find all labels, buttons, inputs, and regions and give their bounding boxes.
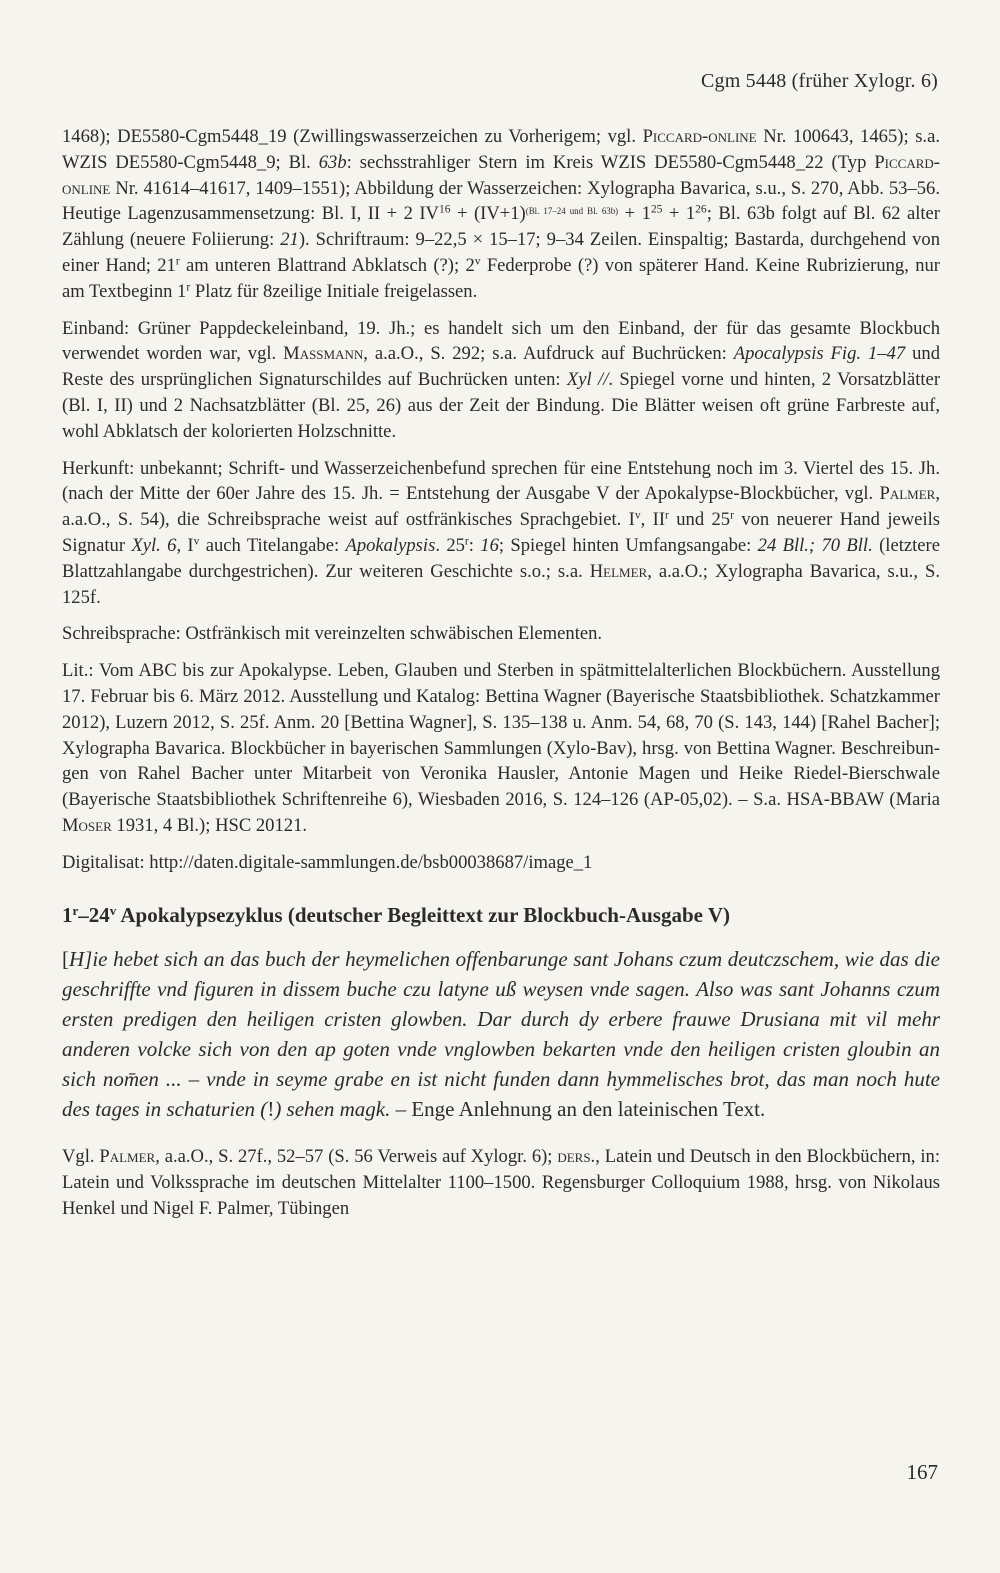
text-run: Lit.: Vom ABC bis zur Apokalypse. Leben, Glauben und Sterben in spätmittelalterlichen Blockbüchern. Ausstellung 17. Februar bis 6. März 2012. Ausstellung und Katalog: Bettina Wagner (Bayerische Staatsbibliothek. Schatzkammer 2012), Luzern 2012, S. 25f. Anm. 20 [Bettina Wagner], S. 135–138 u. Anm. 54, 68, 70 (S. 143, 144) [Rahel Bacher]; Xylographa Bavarica. Blockbücher in bayerischen Sammlungen (Xylo-Bav), hrsg. von Bettina Wagner. Beschreibungen von Rahel Bacher unter Mitarbeit von Veronika Hausler, Antonie Magen und Heike Riedel-Bierschwale (Bayerische Staatsbibliothek Schriftenreihe 6), Wiesbaden 2016, S. 124–126 (AP-05,02). – S.a. HSA-BBAW (Maria: [62, 660, 940, 811]
text-run: , Latein und Deutsch in den Blockbüchern, in: Latein und Volkssprache im deutschen Mittelalter 1100–1500. Regensburger Colloquium 1988, hrsg. von Nikolaus Henkel und Nigel F. Palmer, Tübingen: [62, 1146, 940, 1219]
superscript: 26: [695, 204, 707, 217]
text-run: ) sehen magk.: [274, 1097, 391, 1122]
paragraph-watermarks-collation: [62, 124, 940, 305]
text-run: + (IV+1): [450, 203, 526, 225]
section-heading: [62, 903, 940, 929]
text-run: Vgl.: [62, 1146, 100, 1168]
text-run: 1468); DE5580-Cgm5448_19 (Zwillingswasserzeichen zu Vorherigem; vgl.: [62, 126, 643, 147]
superscript: (Bl. 17–24 und Bl. 63b): [525, 206, 619, 217]
text-run: Federprobe (?) von späterer Hand. Keine Rubrizierung, nur am Textbeginn 1: [62, 254, 940, 302]
text-run: und 25: [668, 509, 731, 531]
superscript: r: [730, 509, 734, 522]
author-ref: Piccard-online: [62, 151, 940, 199]
text-run: –24: [78, 902, 110, 927]
text-run: + 1: [662, 203, 696, 225]
superscript: 25: [650, 204, 663, 217]
text-run: Einband: Grüner Pappdeckeleinband, 19. Jh.; es handelt sich um den Einband, der für das gesamte Blockbuch verwendet worden war, vgl.: [62, 317, 940, 365]
superscript: v: [474, 255, 481, 268]
text-run: Platz für 8zeilige Initiale freigelassen.: [190, 280, 478, 302]
text-run: H: [69, 947, 85, 972]
text-run: + 1: [618, 203, 651, 225]
paragraph-references: [62, 1144, 940, 1221]
text-run: , a.a.O., S. 54), die Schreibsprache weist auf ostfränkisches Sprachgebiet. I: [62, 483, 940, 531]
author-ref: Moser: [62, 814, 112, 836]
italic-run: Apokalypsis: [345, 534, 436, 556]
text-run: , I: [176, 534, 194, 556]
superscript: r: [186, 281, 191, 294]
paragraph-literature: [62, 658, 940, 839]
text-run: , II: [640, 509, 666, 531]
page-body: [62, 124, 940, 1233]
folio-ref: 63b: [318, 151, 347, 173]
text-run: Herkunft: unbekannt; Schrift- und Wasserzeichenbefund sprechen für eine Entstehung noch im 3. Viertel des 15. Jh. (nach der Mitte der 60er Jahre des 15. Jh. = Entstehung der Ausgabe V der Apokalypse-Blockbücher, vgl.: [62, 457, 940, 505]
text-run: . 25: [435, 534, 465, 556]
text-run: 1: [62, 902, 73, 927]
text-run: 1931, 4 Bl.); HSC 20121.: [111, 814, 308, 836]
text-run: Apokalypsezyklus (deutscher Begleittext zur Blockbuch-Ausgabe V): [116, 902, 731, 927]
text-run: Nr. 100643, 1465); s.a. WZIS DE5580-Cgm5448_9; Bl.: [62, 126, 940, 173]
incipit-quotation: [62, 944, 940, 1124]
superscript: v: [193, 535, 200, 548]
superscript: r: [665, 509, 669, 522]
superscript: r: [72, 902, 79, 918]
author-ref: Palmer: [99, 1146, 156, 1168]
text-run: ). Schriftraum: 9–22,5 × 15–17; 9–34 Zeilen. Einspaltig; Bastarda, durchgehend von einer Hand; 21: [62, 229, 940, 276]
text-run: und Reste des ursprünglichen Signaturschildes auf Buchrücken unten:: [62, 343, 941, 391]
superscript: r: [175, 255, 180, 268]
italic-run: Apocalypsis Fig. 1–47: [733, 343, 906, 365]
text-run: von neuerer Hand jeweils Signatur: [62, 509, 941, 556]
text-run: Nr. 41614–41617, 1409–1551); Abbildung der Wasserzeichen: Xylographa Bavarica, s.u., S. 270, Abb. 53–56. Heutige Lagenzusammensetzung: Bl. I, II + 2 IV: [62, 177, 940, 225]
text-run: (letztere Blattzahlangabe durchgestrichen). Zur weiteren Geschichte s.o.; s.a.: [62, 534, 940, 582]
text-run: , a.a.O.; Xylographa Bavarica, s.u., S. 125f.: [62, 560, 940, 608]
paragraph-binding: [62, 316, 940, 445]
text-run: . Spiegel vorne und hinten, 2 Vorsatzblätter (Bl. I, II) und 2 Nachsatzblätter (Bl. 25, 26) aus der Zeit der Bindung. Die Blätter weisen oft grüne Farbreste auf, wohl Abklatsch der kolorierten Holzschnitte.: [62, 369, 941, 442]
italic-run: Xyl. 6: [131, 534, 177, 556]
paragraph-provenance: [62, 456, 940, 611]
author-ref: Massmann: [283, 343, 364, 365]
superscript: r: [464, 535, 469, 548]
bracket: [: [62, 947, 69, 972]
text-run: !: [267, 1097, 275, 1122]
paragraph-digitalisat: Digitalisat: http://daten.digitale-sammlungen.de/bsb00038687/image_1: [62, 851, 593, 873]
text-run: – Enge Anlehnung an den lateinischen Text.: [390, 1097, 766, 1122]
text-run: am unteren Blattrand Abklatsch (?); 2: [179, 254, 475, 276]
superscript: 16: [438, 204, 451, 217]
paragraph-language: Schreibsprache: Ostfränkisch mit vereinzelten schwäbischen Elementen.: [62, 623, 603, 645]
text-run: :: [468, 534, 481, 556]
author-ref: Helmer: [589, 560, 648, 582]
italic-run: 24 Bll.; 70 Bll.: [757, 534, 873, 556]
running-header: Cgm 5448 (früher Xylogr. 6): [700, 70, 938, 92]
superscript: v: [634, 509, 641, 522]
text-run: , a.a.O., S. 292; s.a. Aufdruck auf Buchrücken:: [363, 343, 734, 365]
text-run: ; Spiegel hinten Umfangsangabe:: [498, 534, 758, 556]
folio-ref: 21: [280, 229, 299, 251]
text-run: : sechsstrahliger Stern im Kreis WZIS DE5580-Cgm5448_22 (Typ: [346, 151, 875, 173]
text-run: ; Bl. 63b folgt auf Bl. 62 alter Zählung (neuere Foliierung:: [62, 203, 940, 251]
italic-run: Xyl //: [566, 369, 609, 391]
author-ref: ders.: [557, 1146, 596, 1168]
text-run: auch Titelangabe:: [199, 534, 346, 556]
author-ref: Piccard-online: [642, 126, 757, 147]
text-run: ]ie hebet sich an das buch der heymelichen offenbarunge sant Johans czum deutczschem, wie das die geschriffte vnd figuren in dissem buche czu latyne uß weysen vnde sagen. Also was sant Johanns czum ersten predigen den heiligen cristen glowben. Dar durch dy erbere frauwe Drusiana mit vil mehr anderen volcke sich von den ap goten vnde vnglowben bekarten vnde den heiligen cristen gloubin an sich nom̄en ... – vnde in seyme grabe en ist nicht funden dann hymmelisches brot, das man noch hute des tages in schaturien (: [62, 947, 940, 1122]
page-number: 167: [906, 1460, 938, 1484]
text-run: , a.a.O., S. 27f., 52–57 (S. 56 Verweis auf Xylogr. 6);: [155, 1146, 558, 1168]
superscript: v: [109, 902, 117, 918]
author-ref: Palmer: [879, 483, 936, 505]
italic-run: 16: [480, 534, 499, 556]
